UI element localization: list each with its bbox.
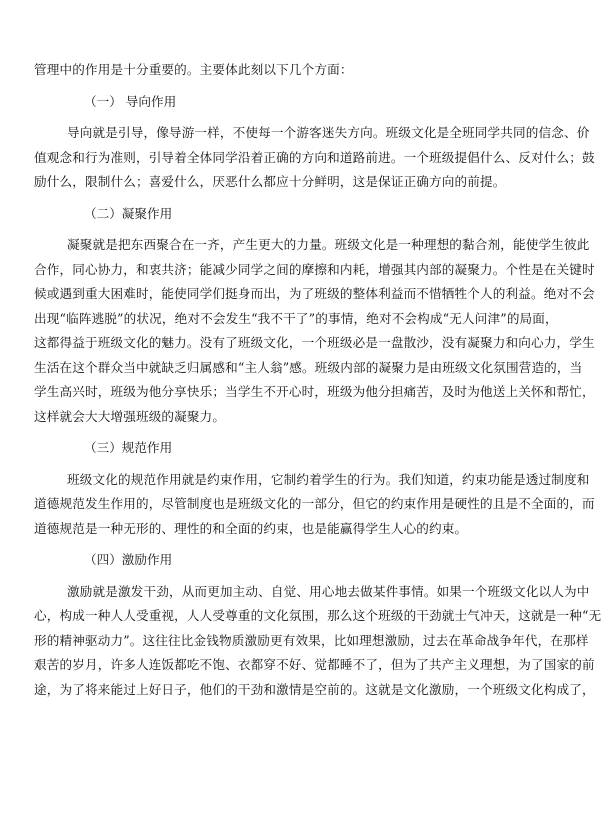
paragraph-line: 班级文化的规范作用就是约束作用，它制约着学生的行为。我们知道，约束功能是透过制度和 <box>67 471 590 487</box>
paragraph-line: 出现“临阵逃脱”的状况，绝对不会发生“我不干了”的事情，绝对不会构成“无人问津”的局面， <box>34 310 558 326</box>
paragraph-line: 合作，同心协力，和衷共济；能减少同学之间的摩擦和内耗，增强其内部的凝聚力。个性是在关键时 <box>34 261 595 277</box>
paragraph-line: 值观念和行为准则，引导着全体同学沿着正确的方向和道路前进。一个班级提倡什么、反对什么；鼓 <box>34 149 595 165</box>
paragraph-line: 励什么，限制什么；喜爱什么，厌恶什么都应十分鲜明，这是保证正确方向的前提。 <box>34 174 506 189</box>
paragraph-line: 艰苦的岁月，许多人连饭都吃不饱、衣都穿不好、觉都睡不了，但为了共产主义理想，为了国家的前 <box>34 657 595 672</box>
section-heading: （一） 导向作用 <box>84 93 177 109</box>
paragraph-line: 道德规范发生作用的，尽管制度也是班级文化的一部分，但它的约束作用是硬性的且是不全面的，而 <box>34 496 595 511</box>
paragraph-line: 心，构成一种人人受重视，人人受尊重的文化氛围，那么这个班级的干劲就士气冲天，这就是一种“无 <box>34 608 601 623</box>
section-heading: （四）激励作用 <box>84 552 173 567</box>
paragraph-line: 激励就是激发干劲，从而更加主动、自觉、用心地去做某件事情。如果一个班级文化以人为中 <box>67 583 590 599</box>
section-heading: （三）规范作用 <box>84 440 173 455</box>
section-motivation <box>34 548 601 702</box>
paragraph-line: 形的精神驱动力”。这往往比金钱物质激励更有效果，比如理想激励，过去在革命战争年代，在那样 <box>34 632 589 648</box>
paragraph-line: 学生高兴时，班级为他分享快乐；当学生不开心时，班级为他分担痛苦，及时为他送上关怀和帮忙， <box>34 384 595 399</box>
section-cohesion <box>34 202 595 430</box>
paragraph-line: 这样就会大大增强班级的凝聚力。 <box>34 408 226 424</box>
paragraph-line: 候或遇到重大困难时，能使同学们挺身而出，为了班级的整体利益而不惜牺牲个人的利益。绝对不会 <box>34 286 595 301</box>
paragraph-line: 这都得益于班级文化的魅力。没有了班级文化，一个班级必是一盘散沙，没有凝聚力和向心力，学生 <box>34 335 595 350</box>
paragraph-line: 道德规范是一种无形的、理性的和全面的约束，也是能赢得学生人心的约束。 <box>34 520 468 536</box>
intro-line: 管理中的作用是十分重要的。主要体此刻以下几个方面： <box>34 62 353 77</box>
paragraph-line: 生活在这个群众当中就缺乏归属感和“主人翁”感。班级内部的凝聚力是由班级文化氛围营造的，当 <box>34 359 583 375</box>
paragraph-line: 凝聚就是把东西聚合在一齐，产生更大的力量。班级文化是一种理想的黏合剂，能使学生彼此 <box>67 237 590 252</box>
paragraph-line: 导向就是引导，像导游一样，不使每一个游客迷失方向。班级文化是全班同学共同的信念、价 <box>67 125 590 140</box>
section-guidance <box>34 90 595 195</box>
paragraph-line: 途，为了将来能过上好日子，他们的干劲和激情是空前的。这就是文化激励，一个班级文化构成了， <box>34 681 595 697</box>
section-heading: （二）凝聚作用 <box>84 205 173 221</box>
section-norms <box>34 436 595 541</box>
